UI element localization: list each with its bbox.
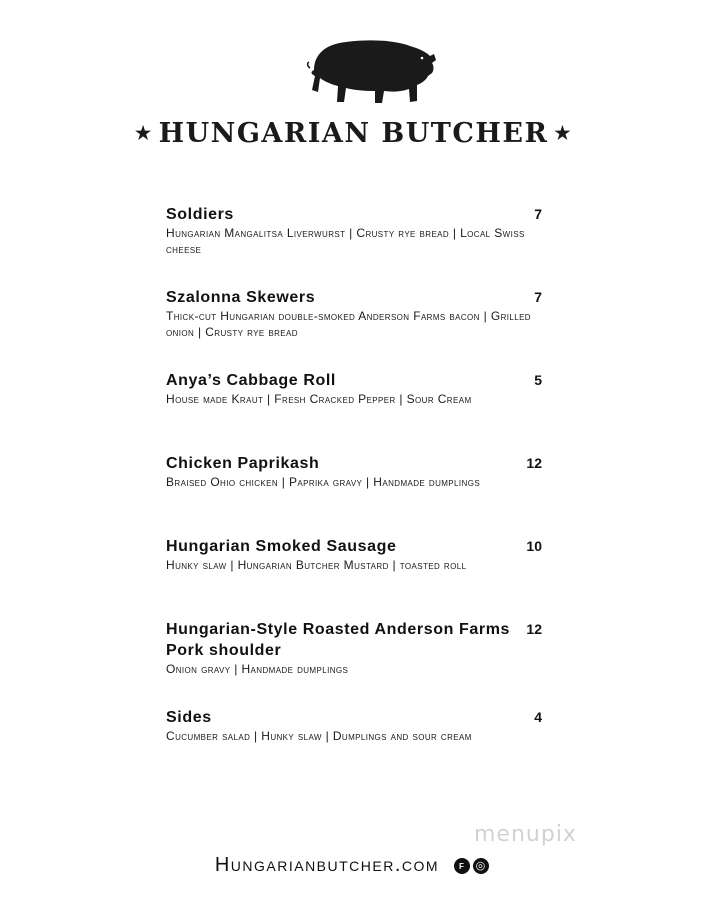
menu-item bbox=[166, 619, 546, 677]
item-name: Chicken Paprikash bbox=[166, 455, 320, 472]
watermark: menupix bbox=[474, 822, 577, 847]
menu-item bbox=[166, 370, 546, 407]
item-name: Hungarian-Style Roasted Anderson Farms Pork shoulder bbox=[166, 621, 511, 659]
menu-item bbox=[166, 453, 546, 490]
item-name: Anya’s Cabbage Roll bbox=[166, 372, 336, 389]
item-price: 12 bbox=[526, 455, 542, 471]
website-link[interactable]: Hungarianbutcher.com bbox=[214, 854, 440, 876]
item-description: Hungarian Mangalitsa Liverwurst | Crusty rye bread | Local Swiss cheese bbox=[166, 226, 525, 256]
pig-icon bbox=[306, 32, 440, 112]
item-name: Sides bbox=[166, 709, 212, 726]
item-description: Onion gravy | Handmade dumplings bbox=[166, 662, 349, 676]
item-description: Braised Ohio chicken | Paprika gravy | Handmade dumplings bbox=[166, 475, 481, 489]
item-description: Cucumber salad | Hunky slaw | Dumplings and sour cream bbox=[166, 729, 472, 743]
item-price: 10 bbox=[526, 538, 542, 554]
item-price: 5 bbox=[534, 372, 542, 388]
social-links bbox=[454, 854, 492, 877]
restaurant-title bbox=[0, 118, 707, 149]
footer bbox=[0, 854, 707, 877]
item-price: 12 bbox=[526, 621, 542, 637]
star-icon: ★ bbox=[134, 123, 153, 144]
star-icon: ★ bbox=[554, 123, 573, 144]
facebook-icon[interactable]: f bbox=[454, 858, 470, 874]
item-description: Hunky slaw | Hungarian Butcher Mustard | toasted roll bbox=[166, 558, 467, 572]
menu-item bbox=[166, 204, 546, 257]
item-price: 4 bbox=[534, 709, 542, 725]
brand-name: HUNGARIAN BUTCHER bbox=[158, 118, 549, 149]
instagram-icon[interactable]: ◎ bbox=[473, 858, 489, 874]
item-name: Hungarian Smoked Sausage bbox=[166, 538, 397, 555]
menu-item bbox=[166, 536, 546, 573]
item-description: Thick-cut Hungarian double-smoked Anderson Farms bacon | Grilled onion | Crusty rye bread bbox=[166, 309, 531, 339]
item-price: 7 bbox=[534, 289, 542, 305]
item-description: House made Kraut | Fresh Cracked Pepper | Sour Cream bbox=[166, 392, 472, 406]
item-name: Szalonna Skewers bbox=[166, 289, 316, 306]
item-price: 7 bbox=[534, 206, 542, 222]
menu-item bbox=[166, 287, 546, 340]
item-name: Soldiers bbox=[166, 206, 234, 223]
menu-item bbox=[166, 707, 546, 744]
